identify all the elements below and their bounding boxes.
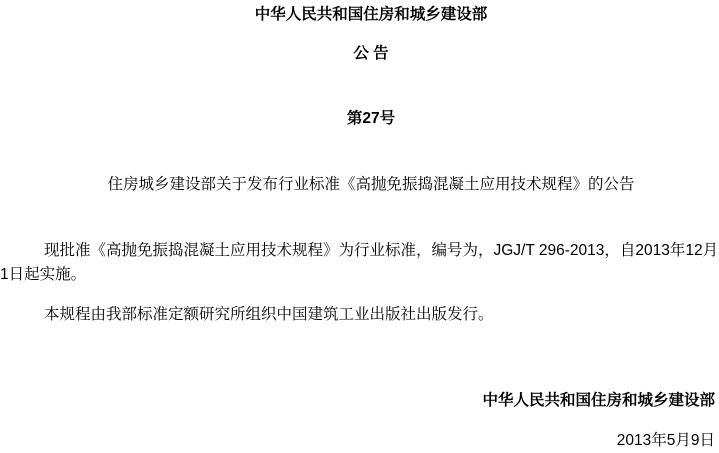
announcement-number: 第27号 [346,110,396,127]
signature-ministry: 中华人民共和国住房和城乡建设部 [482,392,715,409]
signature-date: 2013年5月9日 [616,432,715,449]
paragraph-standard-approval: 现批准《高抛免振捣混凝土应用技术规程》为行业标准，编号为，JGJ/T 296-2013，自2013年12月1日起实施。 [0,242,719,283]
paragraph-publication: 本规程由我部标准定额研究所组织中国建筑工业出版社出版发行。 [44,306,494,323]
announcement-label: 公 告 [353,45,389,62]
document-title: 住房城乡建设部关于发布行业标准《高抛免振捣混凝土应用技术规程》的公告 [107,176,635,193]
ministry-header: 中华人民共和国住房和城乡建设部 [254,6,488,23]
